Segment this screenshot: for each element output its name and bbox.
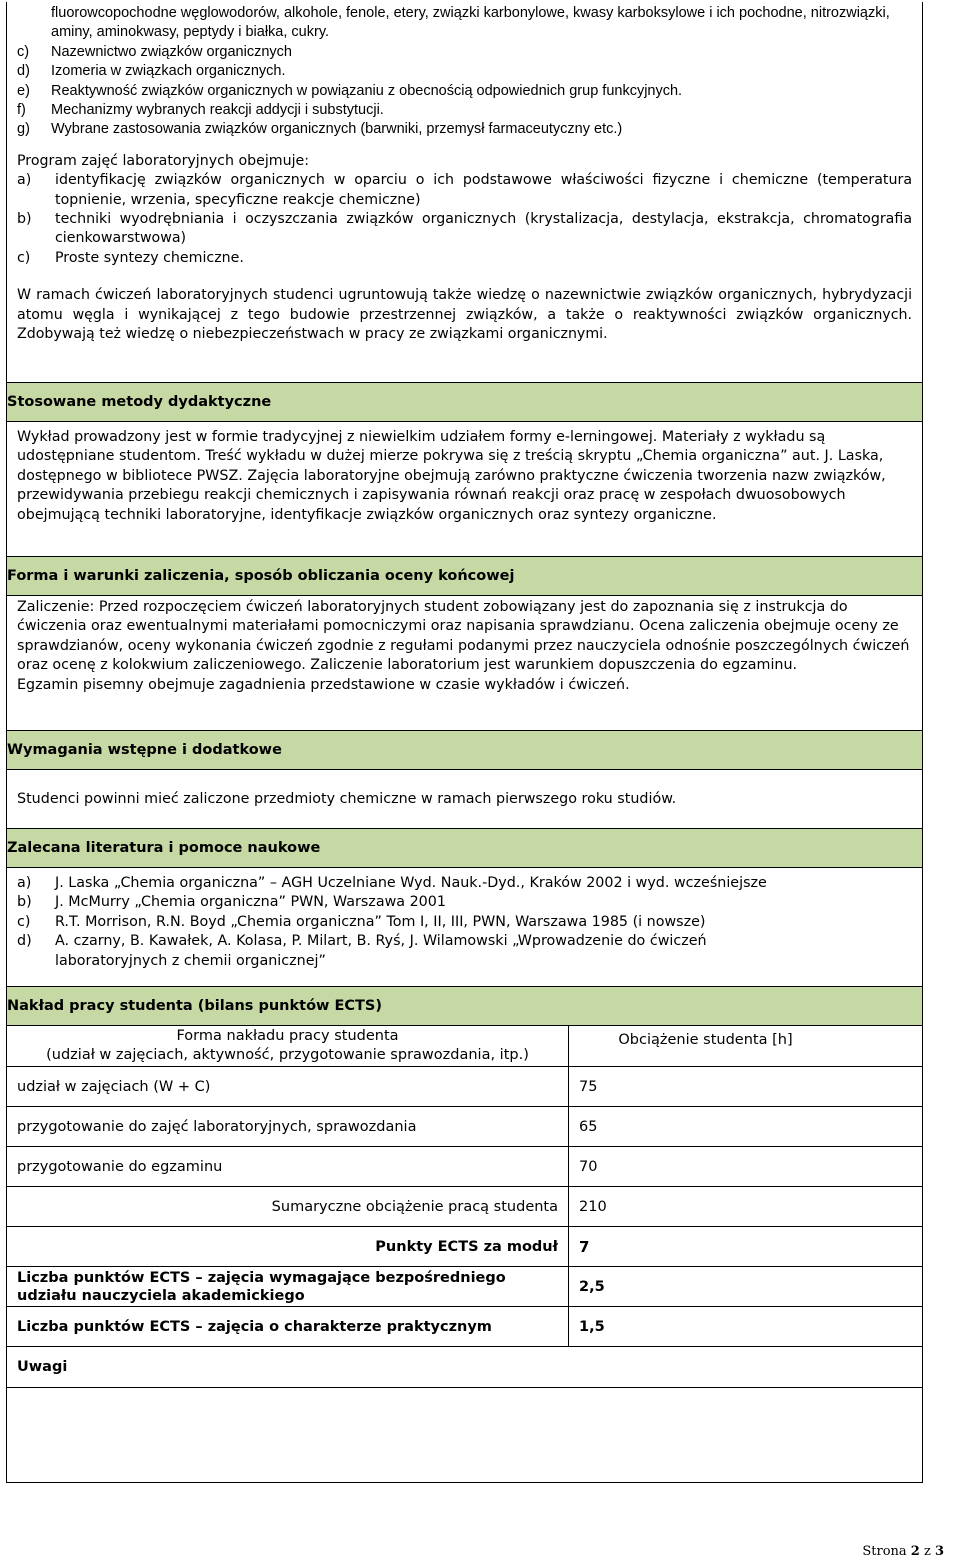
ects-header-row — [7, 987, 923, 1026]
content-row — [7, 2, 923, 383]
content-item-g: g) Wybrane zastosowania związków organicznych (barwniki, przemysł farmaceutyczny etc.) — [17, 121, 623, 138]
literature-list — [7, 868, 922, 971]
prereq-header-row — [7, 731, 923, 770]
content-section — [7, 2, 922, 140]
methods-heading: Stosowane metody dydaktyczne — [7, 383, 923, 422]
lab-section — [7, 140, 922, 345]
assessment-section — [7, 596, 922, 695]
ects-row-label: przygotowanie do zajęć laboratoryjnych, sprawozdania — [7, 1107, 569, 1147]
ects-practical-label: Liczba punktów ECTS – zajęcia o charakterze praktycznym — [7, 1307, 569, 1347]
prereq-text: Studenci powinni mieć zaliczone przedmioty chemiczne w ramach pierwszego roku studiów. — [17, 791, 677, 807]
ects-sum-label: Sumaryczne obciążenie pracą studenta — [7, 1187, 569, 1227]
assessment-heading: Forma i warunki zaliczenia, sposób obliczania oceny końcowej — [7, 557, 923, 596]
ects-row-practical — [7, 1307, 923, 1347]
document-page — [6, 2, 922, 1483]
methods-body-row — [7, 422, 923, 557]
ects-row-exam-prep — [7, 1147, 923, 1187]
ects-row-value: 65 — [569, 1107, 923, 1147]
assessment-text: Zaliczenie: Przed rozpoczęciem ćwiczeń laboratoryjnych student zobowiązany jest do zapoznania się z instrukcja do ćwiczenia oraz ewentualnymi materiałami pomocniczymi oraz napisania sprawdzianu. Ocena zaliczenia obejmuje oceny ze sprawdzianów, oceny wykonania ćwiczeń zgodnie z regułami podanymi przez nauczyciela odnośnie poszczególnych ćwiczeń oraz ocenę z kolokwium zaliczeniowego. Zaliczenie laboratorium jest warunkiem dopuszczenia do egzaminu. — [17, 599, 910, 674]
lab-summary: W ramach ćwiczeń laboratoryjnych studenci ugruntowują także wiedzę o nazewnictwie związków organicznych, hybrydyzacji atomu węgla i wynikającej z tego budowie przestrzennej związków, a także o reaktywności związków organicznych. Zdobywają też wiedzę o niebezpieczeństwach w pracy ze związkami organicznymi. — [17, 287, 913, 343]
literature-header-row — [7, 829, 923, 868]
ects-practical-value: 1,5 — [569, 1307, 923, 1347]
ects-col2-title: Obciążenie studenta [h] — [618, 1032, 793, 1048]
ects-row-label: udział w zajęciach (W + C) — [7, 1067, 569, 1107]
ects-row-lab-prep — [7, 1107, 923, 1147]
notes-heading: Uwagi — [7, 1347, 923, 1388]
prereq-heading: Wymagania wstępne i dodatkowe — [7, 731, 923, 770]
ects-row-value: 75 — [569, 1067, 923, 1107]
methods-text: Wykład prowadzony jest w formie tradycyjnej z niewielkim udziałem formy e-lerningowej. Materiały z wykładu są udostępniane studentom. Treść wykładu w dużej mierze pokrywa się z treścią skryptu „Chemia organiczna” aut. J. Laska, dostępnego w bibliotece PWSZ. Zajęcia laboratoryjne obejmują zarówno praktyczne ćwiczenia tworzenia nazw związków, przewidywania przebiegu reakcji chemicznych i zapisywania równań reakcji oraz pracę w zespołach dwuosobowych obejmującą techniki laboratoryjne, identyfikacje związków organicznych oraz syntezy organiczne. — [17, 429, 886, 523]
ects-points-value: 7 — [569, 1227, 923, 1267]
ects-col1-title: Forma nakładu pracy studenta — [176, 1028, 399, 1044]
ects-row-points — [7, 1227, 923, 1267]
exam-text: Egzamin pisemny obejmuje zagadnienia przedstawione w czasie wykładów i ćwiczeń. — [17, 676, 630, 693]
literature-item-a: a) J. Laska „Chemia organiczna” – AGH Uczelniane Wyd. Nauk.-Dyd., Kraków 2002 i wyd. wcześniejsze — [17, 875, 767, 891]
ects-direct-value: 2,5 — [569, 1267, 923, 1307]
ects-row-label: przygotowanie do egzaminu — [7, 1147, 569, 1187]
notes-header-row — [7, 1347, 923, 1388]
content-item-e: e) Reaktywność związków organicznych w powiązaniu z obecnością odpowiednich grup funkcyjnych. — [17, 82, 683, 99]
literature-item-d: d) A. czarny, B. Kawałek, A. Kolasa, P. Milart, B. Ryś, J. Wilamowski „Wprowadzenie do ćwiczeń laboratoryjnych z chemii organicznej” — [17, 933, 707, 969]
content-line-cont: fluorowcopochodne węglowodorów, alkohole, fenole, etery, związki karbonylowe, kwasy karboksylowe i ich pochodne, nitrozwiązki, aminy, aminokwasy, peptydy i białka, cukry. — [51, 5, 890, 41]
assessment-body-row — [7, 596, 923, 731]
ects-points-label: Punkty ECTS za moduł — [7, 1227, 569, 1267]
literature-item-b: b) J. McMurry „Chemia organiczna” PWN, Warszawa 2001 — [17, 894, 446, 911]
content-item-d: d) Izomeria w związkach organicznych. — [17, 63, 286, 80]
ects-columns-row — [7, 1026, 923, 1067]
ects-row-direct — [7, 1267, 923, 1307]
notes-body-row — [7, 1388, 923, 1483]
ects-sum-value: 210 — [569, 1187, 923, 1227]
ects-row-sum — [7, 1187, 923, 1227]
ects-heading: Nakład pracy studenta (bilans punktów ECTS) — [7, 987, 923, 1026]
content-item-c: c) Nazewnictwo związków organicznych — [17, 43, 292, 60]
assessment-header-row — [7, 557, 923, 596]
lab-intro: Program zajęć laboratoryjnych obejmuje: — [17, 152, 310, 169]
methods-header-row — [7, 383, 923, 422]
lab-item-c: c) Proste syntezy chemiczne. — [17, 249, 244, 266]
syllabus-table — [6, 2, 923, 1483]
lab-item-a: a) identyfikację związków organicznych w oparciu o ich podstawowe właściwości fizyczne i chemiczne (temperatura topnienie, wrzenia, specyficzne reakcje chemiczne) — [17, 172, 913, 208]
literature-body-row — [7, 868, 923, 987]
literature-item-c: c) R.T. Morrison, R.N. Boyd „Chemia organiczna” Tom I, II, III, PWN, Warszawa 1985 (i nowsze) — [17, 913, 706, 930]
literature-heading: Zalecana literatura i pomoce naukowe — [7, 829, 923, 868]
ects-row-participation — [7, 1067, 923, 1107]
lab-item-b: b) techniki wyodrębniania i oczyszczania związków organicznych (krystalizacja, destylacja, ekstrakcja, chromatografia cienkowarstwowa) — [17, 211, 913, 247]
ects-row-value: 70 — [569, 1147, 923, 1187]
ects-direct-label: Liczba punktów ECTS – zajęcia wymagające bezpośredniego udziału nauczyciela akademickiego — [7, 1267, 569, 1307]
page-number: Strona 2 z 3 — [862, 1544, 944, 1559]
notes-body — [7, 1388, 923, 1483]
prereq-body-row — [7, 770, 923, 829]
content-item-f: f) Mechanizmy wybranych reakcji addycji i substytucji. — [17, 102, 384, 119]
ects-col1-subtitle: (udział w zajęciach, aktywność, przygotowanie sprawozdania, itp.) — [46, 1047, 529, 1063]
